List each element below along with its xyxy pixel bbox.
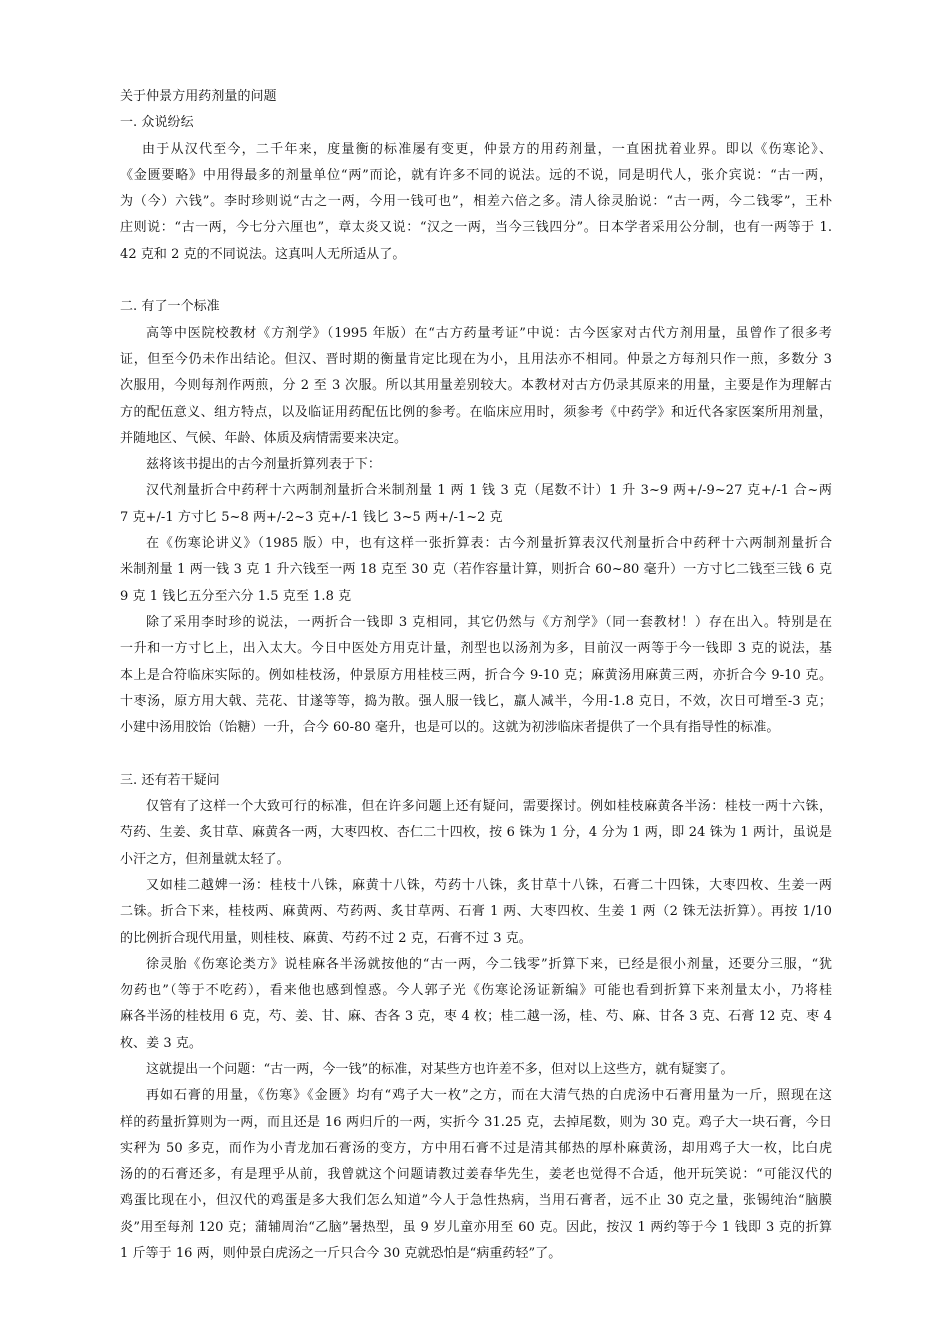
paragraph-line: 为（今）六钱”。李时珍则说“古之一两，今用一钱可也”，相差六倍之多。清人徐灵胎说：“古一两，今二钱零”，王朴 bbox=[120, 194, 832, 210]
paragraph-line: 芍药、生姜、炙甘草、麻黄各一两，大枣四枚、杏仁二十四枚，按 6 铢为 1 分，4 分为 1 两，即 24 铢为 1 两计，虽说是 bbox=[120, 825, 832, 841]
paragraph-line: 样的药量折算则为一两，而且还是 16 两归斤的一两，实折今 31.25 克，去掉尾数，则为 30 克。鸡子大一块石膏，今日 bbox=[120, 1114, 832, 1130]
paragraph-line: 42 克和 2 克的不同说法。这真叫人无所适从了。 bbox=[120, 246, 406, 262]
paragraph-line: 除了采用李时珍的说法，一两折合一钱即 3 克相同，其它仍然与《方剂学》（同一套教材！）存在出入。特别是在 bbox=[146, 614, 832, 630]
paragraph-line: 庄则说：“古一两，今七分六厘也”，章太炎又说：“汉之一两，当今三钱四分”。日本学者采用公分制，也有一两等于 1. bbox=[120, 220, 832, 236]
paragraph-line: 的比例折合现代用量，则桂枝、麻黄、芍药不过 2 克，石膏不过 3 克。 bbox=[120, 930, 532, 946]
paragraph-line: 炎”用至每剂 120 克；蒲辅周治“乙脑”暑热型，虽 9 岁儿童亦用至 60 克。因此，按汉 1 两约等于今 1 钱即 3 克的折算 bbox=[120, 1219, 832, 1235]
document-title: 关于仲景方用药剂量的问题 bbox=[120, 89, 277, 104]
paragraph-line: 1 斤等于 16 两，则仲景白虎汤之一斤只合今 30 克就恐怕是“病重药轻”了。 bbox=[120, 1246, 562, 1262]
paragraph-line: 9 克 1 钱匕五分至六分 1.5 克至 1.8 克 bbox=[120, 588, 352, 604]
paragraph-line: 二铢。折合下来，桂枝两、麻黄两、芍药两、炙甘草两、石膏 1 两、大枣四枚、生姜 1 两（2 铢无法折算）。再按 1/10 bbox=[120, 904, 832, 920]
blank-line bbox=[120, 268, 832, 294]
paragraph-line: 麻各半汤的桂枝用 6 克，芍、姜、甘、麻、杏各 3 克，枣 4 枚；桂二越一汤，桂、芍、麻、甘各 3 克、石膏 12 克、枣 4 bbox=[120, 1009, 832, 1025]
paragraph-line: 并随地区、气候、年龄、体质及病情需要来决定。 bbox=[120, 430, 408, 446]
paragraph-line: 十枣汤，原方用大戟、芫花、甘遂等等，捣为散。强人服一钱匕，羸人减半，今用-1.8 克日，不效，次日可增至-3 克； bbox=[120, 693, 832, 709]
paragraph-line: 《金匮要略》中用得最多的剂量单位“两”而论，就有许多不同的说法。远的不说，同是明代人，张介宾说：“古一两， bbox=[120, 167, 832, 183]
paragraph-line: 汤的的石膏还多，有是理乎从前，我曾就这个问题请教过姜春华先生，姜老也觉得不合适，他开玩笑说：“可能汉代的 bbox=[120, 1167, 832, 1183]
section-heading-1: 一. 众说纷纭 bbox=[120, 115, 194, 131]
paragraph-line: 一升和一方寸匕上，出入太大。今日中医处方用克计量，剂型也以汤剂为多，目前汉一两等于今一钱即 3 克的说法，基 bbox=[120, 641, 832, 657]
paragraph-line: 实秤为 50 多克，而作为小青龙加石膏汤的变方，方中用石膏不过是清其郁热的厚朴麻黄汤，却用鸡子大一枚，比白虎 bbox=[120, 1140, 832, 1156]
paragraph-line: 鸡蛋比现在小，但汉代的鸡蛋是多大我们怎么知道”今人于急性热病，当用石膏者，远不止 30 克之量，张锡纯治“脑膜 bbox=[120, 1193, 832, 1209]
section-heading-3: 三. 还有若干疑问 bbox=[120, 772, 220, 788]
blank-line bbox=[120, 741, 832, 767]
paragraph-line: 这就提出一个问题：“古一两，今一钱”的标准，对某些方也许差不多，但对以上这些方，就有疑窦了。 bbox=[146, 1061, 734, 1077]
paragraph-line: 汉代剂量折合中药秤十六两制剂量折合米制剂量 1 两 1 钱 3 克（尾数不计）1 升 3~9 两+/-9~27 克+/-1 合~两 bbox=[146, 483, 832, 499]
paragraph-line: 再如石膏的用量，《伤寒》《金匮》均有“鸡子大一枚”之方，而在大清气热的白虎汤中石膏用量为一斤，照现在这 bbox=[146, 1088, 832, 1104]
paragraph-line: 高等中医院校教材《方剂学》（1995 年版）在“古方药量考证”中说：古今医家对古代方剂用量，虽曾作了很多考 bbox=[146, 325, 832, 341]
paragraph-line: 证，但至今仍未作出结论。但汉、晋时期的衡量肯定比现在为小，且用法亦不相同。仲景之方每剂只作一煎，多数分 3 bbox=[120, 351, 832, 367]
paragraph-line: 徐灵胎《伤寒论类方》说桂麻各半汤就按他的“古一两，今二钱零”折算下来，已经是很小剂量，还要分三服，“犹 bbox=[146, 956, 832, 972]
paragraph-line: 本上是合符临床实际的。例如桂枝汤，仲景原方用桂枝三两，折合今 9-10 克；麻黄汤用麻黄三两，亦折合今 9-10 克。 bbox=[120, 667, 832, 683]
paragraph-line: 由于从汉代至今，二千年来，度量衡的标准屡有变更，仲景方的用药剂量，一直困扰着业界。即以《伤寒论》、 bbox=[142, 141, 832, 157]
paragraph-line: 米制剂量 1 两一钱 3 克 1 升六钱至一两 18 克至 30 克（若作容量计算，则折合 60~80 毫升）一方寸匕二钱至三钱 6 克 bbox=[120, 562, 832, 578]
paragraph-line: 又如桂二越婢一汤：桂枝十八铢，麻黄十八铢，芍药十八铢，炙甘草十八铢，石膏二十四铢，大枣四枚、生姜一两 bbox=[146, 877, 832, 893]
section-heading-2: 二. 有了一个标准 bbox=[120, 299, 220, 315]
paragraph-line: 小汗之方，但剂量就太轻了。 bbox=[120, 851, 290, 867]
paragraph-line: 7 克+/-1 方寸匕 5~8 两+/-2~3 克+/-1 钱匕 3~5 两+/-1~2 克 bbox=[120, 509, 503, 525]
paragraph-line: 方的配伍意义、组方特点，以及临证用药配伍比例的参考。在临床应用时，须参考《中药学》和近代各家医案所用剂量， bbox=[120, 404, 832, 420]
paragraph-line: 次服用，今则每剂作两煎，分 2 至 3 次服。所以其用量差别较大。本教材对古方仍录其原来的用量，主要是作为理解古 bbox=[120, 378, 832, 394]
paragraph-line: 兹将该书提出的古今剂量折算列表于下： bbox=[146, 457, 381, 473]
paragraph-line: 在《伤寒论讲义》（1985 版）中，也有这样一张折算表：古今剂量折算表汉代剂量折合中药秤十六两制剂量折合 bbox=[146, 536, 832, 552]
paragraph-line: 仅管有了这样一个大致可行的标准，但在许多问题上还有疑问，需要探讨。例如桂枝麻黄各半汤：桂枝一两十六铢， bbox=[146, 799, 832, 815]
paragraph-line: 枚、姜 3 克。 bbox=[120, 1035, 202, 1051]
paragraph-line: 小建中汤用胶饴（饴糖）一升，合今 60-80 毫升，也是可以的。这就为初涉临床者提供了一个具有指导性的标准。 bbox=[120, 720, 780, 736]
document-page bbox=[120, 84, 832, 1267]
paragraph-line: 勿药也”（等于不吃药），看来他也感到惶惑。今人郭子光《伤寒论汤证新编》可能也看到折算下来剂量太小，乃将桂 bbox=[120, 983, 832, 999]
